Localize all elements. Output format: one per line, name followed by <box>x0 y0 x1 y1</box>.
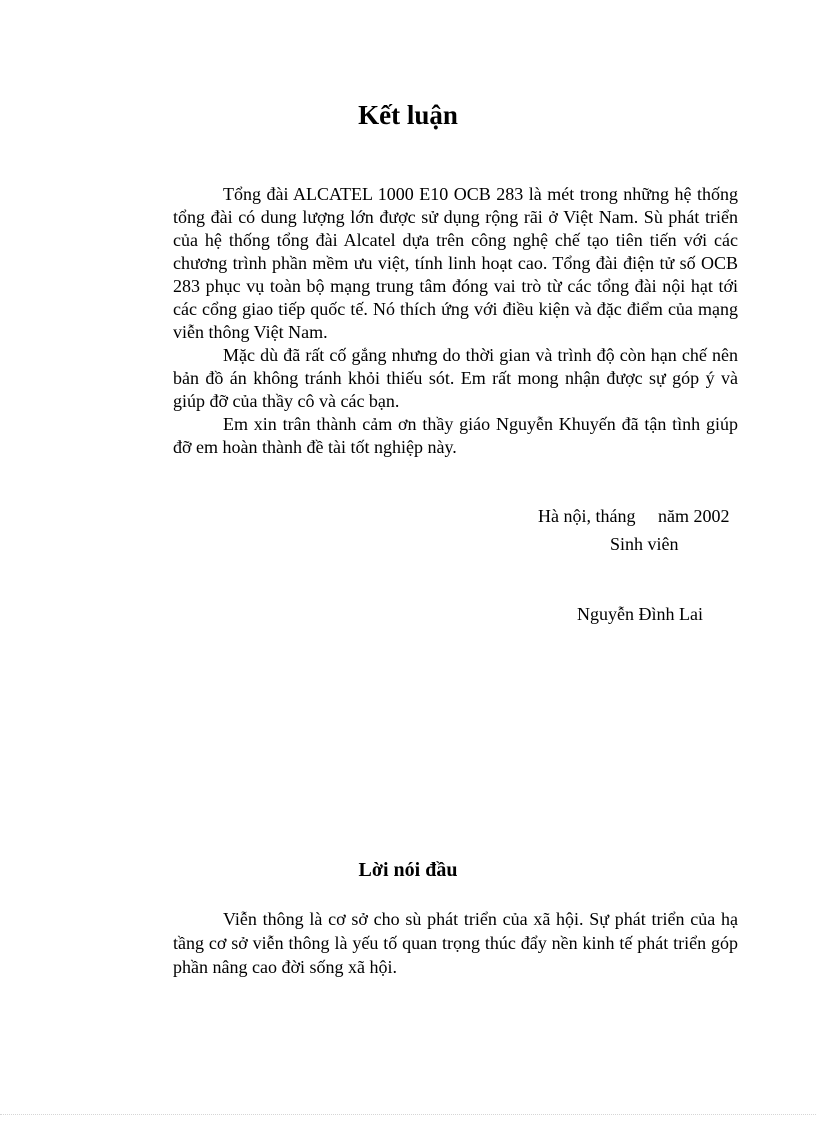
preface-body <box>173 907 738 979</box>
signer-role: Sinh viên <box>610 534 679 554</box>
conclusion-body <box>173 183 738 459</box>
signer-name: Nguyễn Đình Lai <box>577 604 703 624</box>
preface-paragraph-1: Viễn thông là cơ sở cho sù phát triển của xã hội. Sự phát triển của hạ tầng cơ sở viễn thông là yếu tố quan trọng thúc đẩy nền kinh tế phát triển góp phần nâng cao đời sống xã hội. <box>173 909 738 977</box>
page-bottom-divider <box>0 1114 816 1115</box>
conclusion-paragraph-2: Mặc dù đã rất cố gắng nhưng do thời gian và trình độ còn hạn chế nên bản đồ án không tránh khỏi thiếu sót. Em rất mong nhận được sự góp ý và giúp đỡ của thầy cô và các bạn. <box>173 345 738 411</box>
conclusion-paragraph-3: Em xin trân thành cảm ơn thầy giáo Nguyễn Khuyến đã tận tình giúp đỡ em hoàn thành đề tài tốt nghiệp này. <box>173 414 738 457</box>
conclusion-title: Kết luận <box>358 100 458 130</box>
place-date: Hà nội, tháng năm 2002 <box>538 506 730 526</box>
conclusion-paragraph-1: Tổng đài ALCATEL 1000 E10 OCB 283 là mét trong những hệ thống tổng đài có dung lượng lớn được sử dụng rộng rãi ở Việt Nam. Sù phát triển của hệ thống tổng đài Alcatel dựa trên công nghệ chế tạo tiên tiến với các chương trình phần mềm ưu việt, tính linh hoạt cao. Tổng đài điện tử số OCB 283 phục vụ toàn bộ mạng trung tâm đóng vai trò từ các tổng đài nội hạt tới các cổng giao tiếp quốc tế. Nó thích ứng với điều kiện và đặc điểm của mạng viễn thông Việt Nam. <box>173 184 738 342</box>
preface-title: Lời nói đầu <box>358 859 458 881</box>
